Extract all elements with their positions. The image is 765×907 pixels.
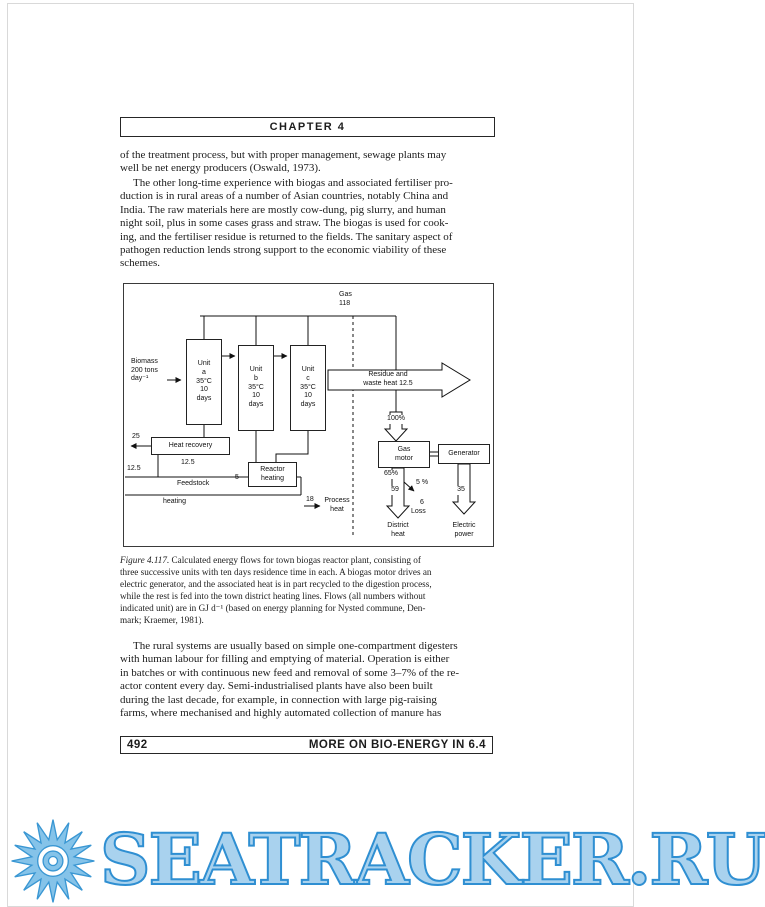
label-12-5-feedstock: 12.5 (127, 465, 141, 472)
label-loss: Loss (411, 508, 426, 515)
label-25: 25 (132, 433, 140, 440)
label-biomass: Biomass 200 tons day⁻¹ (131, 358, 158, 383)
generator-box: Generator (438, 444, 490, 464)
label-feedstock: Feedstock (177, 480, 210, 487)
label-5: 5 (235, 474, 239, 481)
label-gas-118: Gas 118 (339, 291, 352, 307)
body-paragraph-3: The rural systems are usually based on simple one-compartment digesters with human labour for filling and emptying of material. Operation is either in batches or with continuous new feed and removal of some 3–7% of the re- actor content every day. Semi-industrialised plants have also been built during the last decade, for example, in connection with large pig-raising farms, where mechanised and highly automated collection of manure has (120, 640, 460, 720)
heat-recovery-box: Heat recovery (151, 437, 230, 455)
figure-caption-text: Calculated energy flows for town biogas reactor plant, consisting of three successive units with ten days residence time in each. A biogas motor drives an electric generator, and the associated heat is in part recycled to the digestion process, while the rest is fed into the town district heating lines. Flows (all numbers without indicated unit) are in GJ d⁻¹ (based on energy planning for Nysted commune, Den- mark; Kraemer, 1981). (120, 555, 432, 626)
figure-caption-label: Figure 4.117. (120, 555, 170, 565)
figure-4-117 (123, 283, 494, 547)
gas-motor-box: Gas motor (378, 441, 430, 468)
label-6: 6 (420, 499, 424, 506)
label-district-heat: District heat (387, 522, 409, 538)
label-100-percent: 100% (387, 415, 405, 422)
body-paragraph-1: of the treatment process, but with proper management, sewage plants may well be net energy producers (Oswald, 1973). (120, 149, 447, 175)
reactor-heating-box: Reactor heating (248, 462, 297, 487)
chapter-header (120, 117, 495, 137)
label-process-heat: Process heat (324, 497, 350, 513)
label-electric-power: Electric power (452, 522, 476, 538)
sun-logo-icon (8, 816, 98, 906)
footer-section-title: MORE ON BIO-ENERGY IN 6.4 (308, 739, 486, 751)
label-heating: heating (163, 498, 186, 505)
watermark-text: SEATRACKER.RU (100, 818, 765, 901)
label-5-percent: 5 % (416, 479, 429, 486)
label-65-percent: 65% (383, 470, 399, 477)
label-59: 59 (391, 486, 399, 493)
label-residue-waste-heat: Residue and waste heat 12.5 (363, 371, 413, 387)
figure-caption (120, 554, 500, 627)
label-18: 18 (306, 496, 314, 503)
unit-b-box: Unit b 35°C 10 days (238, 345, 274, 431)
loss-branch-arrow (404, 482, 414, 491)
label-12-5-recovery: 12.5 (181, 459, 195, 466)
page-number: 492 (127, 739, 148, 751)
body-paragraph-2: The other long-time experience with biogas and associated fertiliser pro- duction is in rural areas of a number of Asian countries, notably China and India. The raw materials here are mostly cow-dung, pig slurry, and human night soil, plus in some cases grass and straw. The biogas is used for cook- ing, and the fertiliser residue is returned to the fields. The sanitary aspect of pathogen reduction lends strong support to the economic viability of these schemes. (120, 177, 453, 270)
label-35: 35 (457, 486, 465, 493)
unit-a-box: Unit a 35°C 10 days (186, 339, 222, 425)
unit-c-box: Unit c 35°C 10 days (290, 345, 326, 431)
chapter-title: CHAPTER 4 (269, 121, 346, 133)
page-footer (120, 736, 493, 754)
watermark (0, 814, 765, 906)
